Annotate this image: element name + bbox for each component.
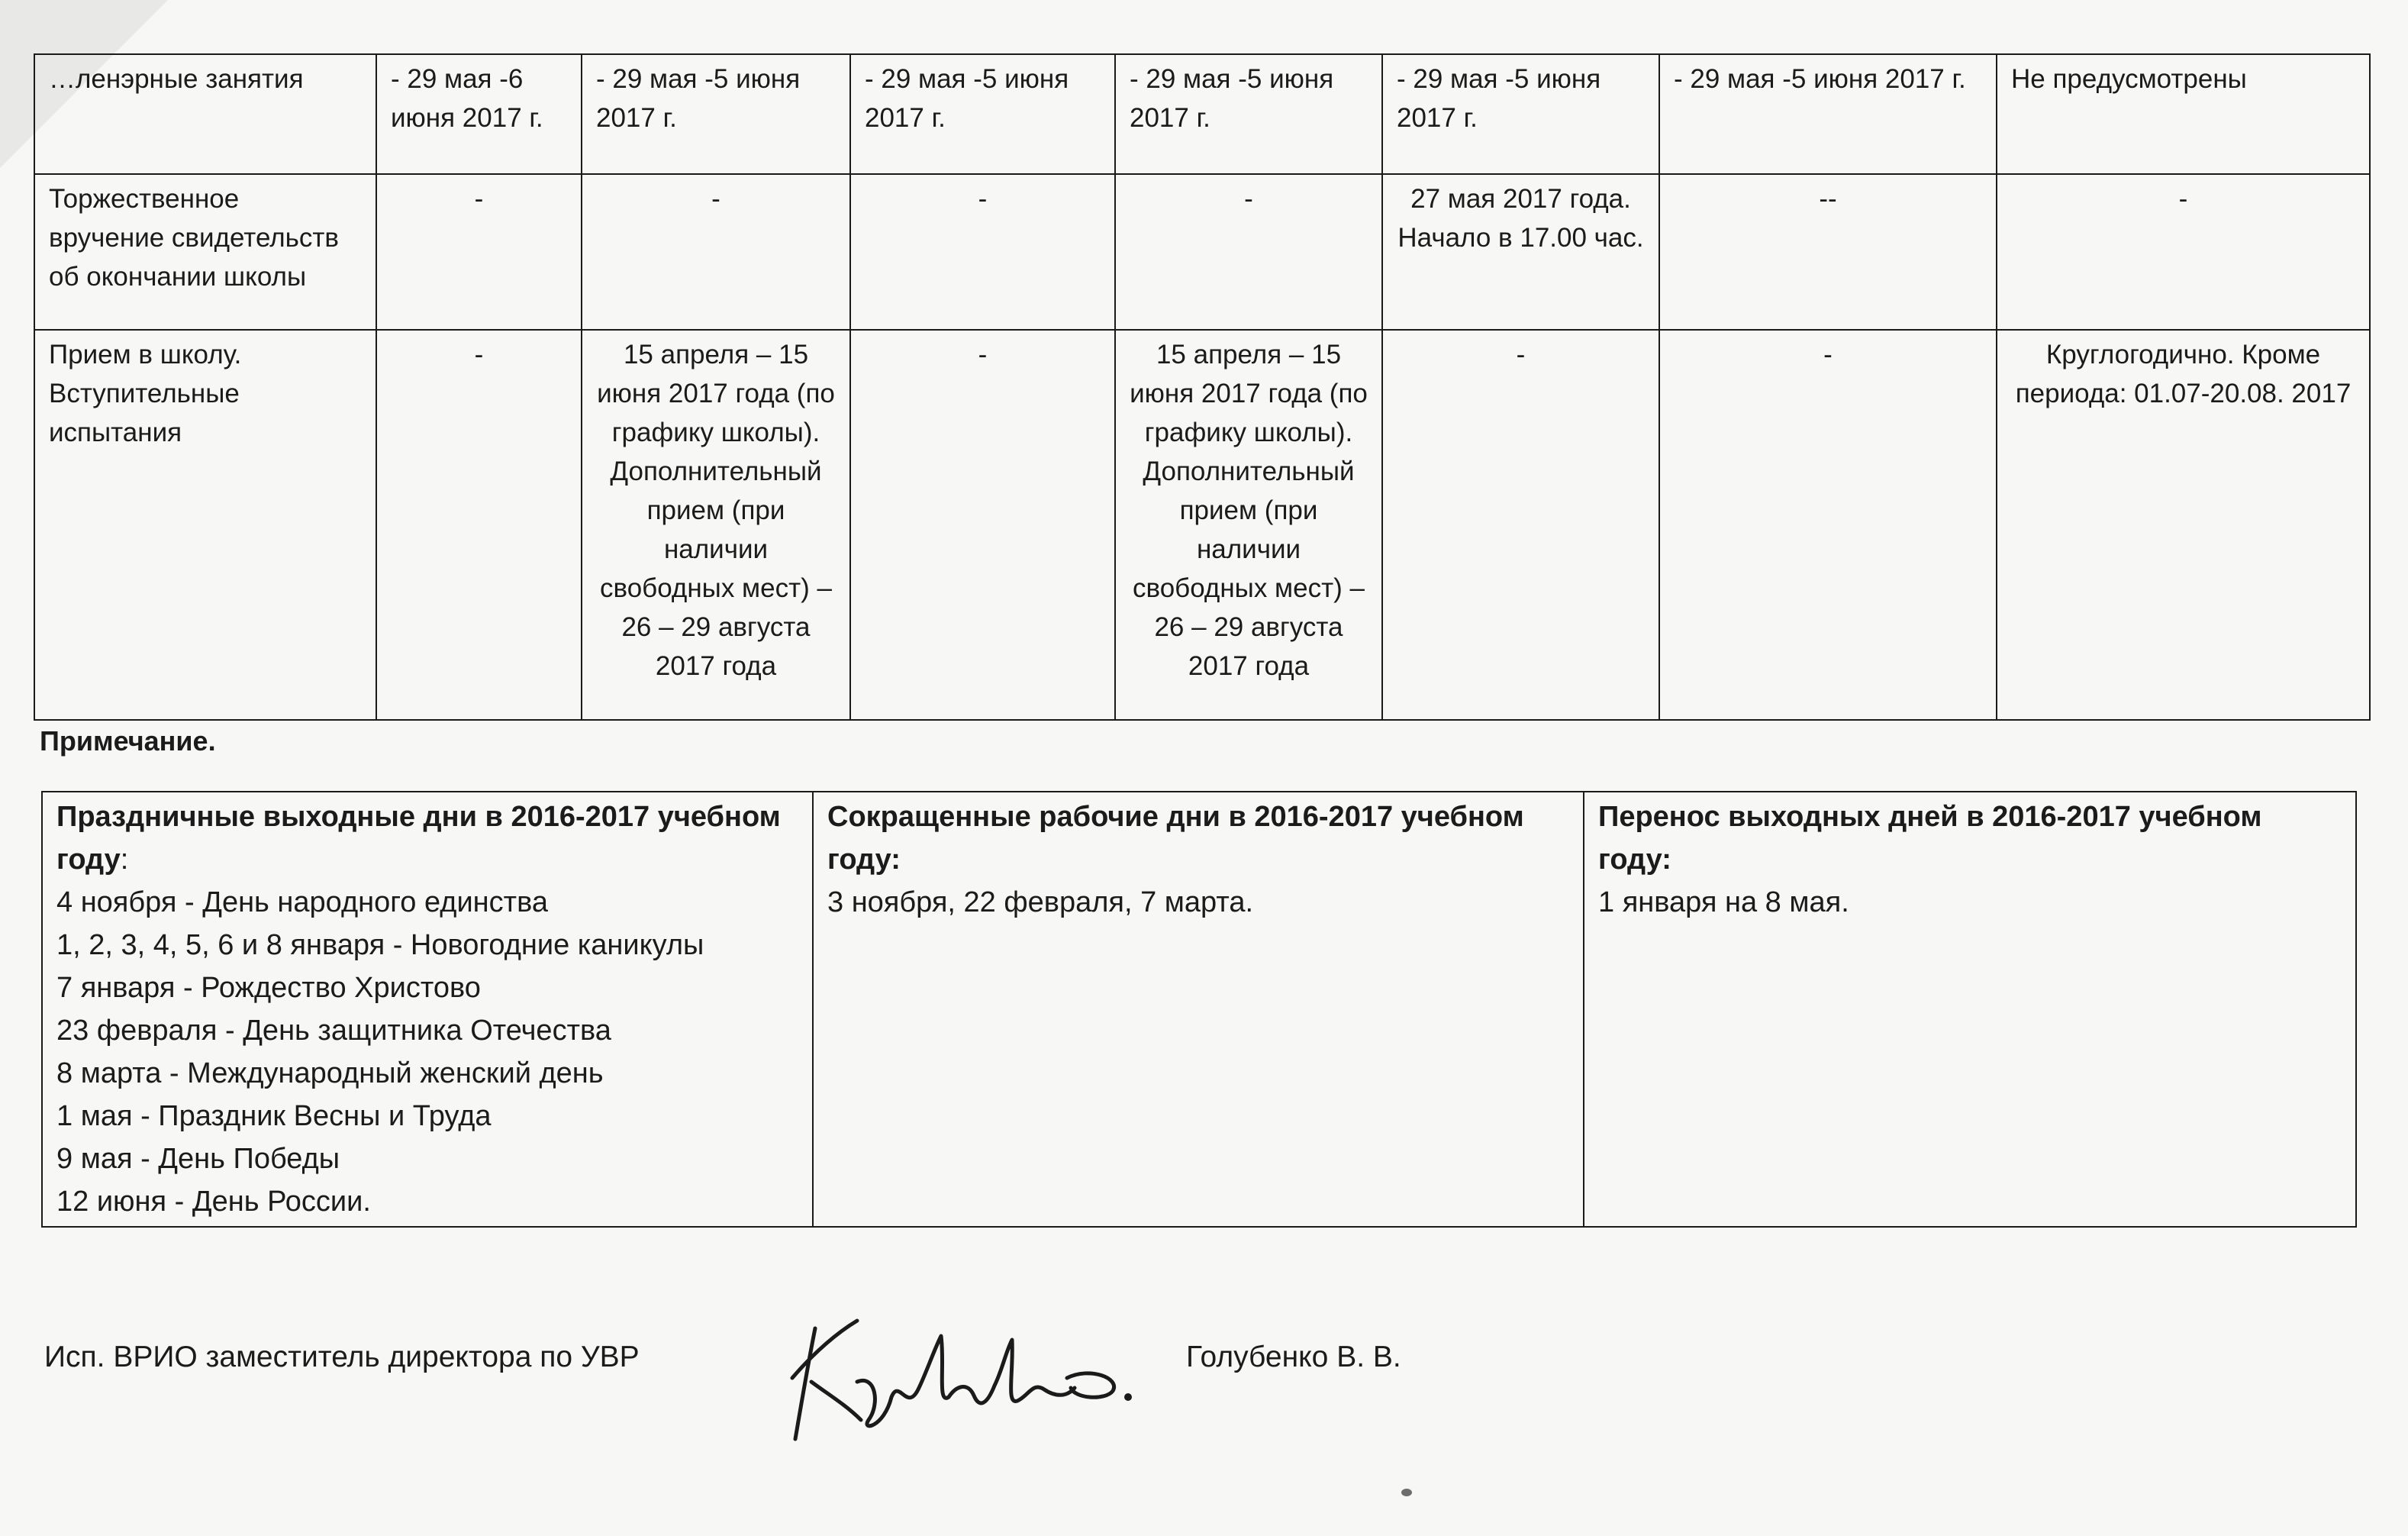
short-days-cell (813, 792, 1584, 1227)
table-cell: - (850, 330, 1115, 720)
transfer-days-title: Перенос выходных дней в 2016-2017 учебном году: (1598, 801, 2262, 876)
table-row (34, 54, 2370, 174)
ink-speck (1401, 1489, 1412, 1496)
table-cell: - (1997, 174, 2370, 330)
table-cell: - 29 мая -5 июня 2017 г. (1659, 54, 1997, 174)
table-cell: Торжественное вручение свидетельств об окончании школы (34, 174, 376, 330)
table-cell: Не предусмотрены (1997, 54, 2370, 174)
short-days-title: Сокращенные рабочие дни в 2016-2017 учебном году: (827, 801, 1524, 876)
holidays-table (41, 791, 2357, 1228)
table-row (34, 330, 2370, 720)
table-cell: - 29 мая -5 июня 2017 г. (582, 54, 850, 174)
transfer-days-text: 1 января на 8 мая. (1598, 886, 1849, 918)
handwritten-signature (785, 1305, 1151, 1450)
list-item: 1, 2, 3, 4, 5, 6 и 8 января - Новогодние каникулы (56, 929, 704, 961)
table-row (42, 792, 2356, 1227)
table-cell: 27 мая 2017 года. Начало в 17.00 час. (1382, 174, 1659, 330)
table-cell: -- (1659, 174, 1997, 330)
table-cell: 15 апреля – 15 июня 2017 года (по графику школы). Дополнительный прием (при наличии свободных мест) – 26 – 29 августа 2017 года (1115, 330, 1382, 720)
list-item: 9 мая - День Победы (56, 1143, 340, 1175)
signatory-name: Голубенко В. В. (1186, 1341, 1401, 1373)
transfer-days-cell (1584, 792, 2356, 1227)
table-cell: - 29 мая -5 июня 2017 г. (1115, 54, 1382, 174)
table-cell: 15 апреля – 15 июня 2017 года (по графику школы). Дополнительный прием (при наличии свободных мест) – 26 – 29 августа 2017 года (582, 330, 850, 720)
list-item: 7 января - Рождество Христово (56, 972, 481, 1004)
list-item: 12 июня - День России. (56, 1186, 371, 1218)
table-cell: - (1382, 330, 1659, 720)
table-cell: - (376, 330, 582, 720)
table-cell: - (582, 174, 850, 330)
table-cell: - 29 мая -6 июня 2017 г. (376, 54, 582, 174)
table-cell: …ленэрные занятия (34, 54, 376, 174)
table-cell: - (850, 174, 1115, 330)
table-cell: - 29 мая -5 июня 2017 г. (850, 54, 1115, 174)
schedule-table (34, 53, 2371, 721)
note-label: Примечание. (40, 725, 216, 757)
list-item: 8 марта - Международный женский день (56, 1057, 604, 1089)
table-row (34, 174, 2370, 330)
holidays-title: Праздничные выходные дни в 2016-2017 учебном году: (56, 801, 781, 876)
short-days-text: 3 ноября, 22 февраля, 7 марта. (827, 886, 1254, 918)
table-cell: - 29 мая -5 июня 2017 г. (1382, 54, 1659, 174)
table-cell: - (1659, 330, 1997, 720)
table-cell: - (376, 174, 582, 330)
table-cell: - (1115, 174, 1382, 330)
list-item: 23 февраля - День защитника Отечества (56, 1015, 611, 1047)
list-item: 4 ноября - День народного единства (56, 886, 548, 918)
list-item: 1 мая - Праздник Весны и Труда (56, 1100, 492, 1132)
holidays-cell (42, 792, 813, 1227)
table-cell: Прием в школу. Вступительные испытания (34, 330, 376, 720)
signatory-role: Исп. ВРИО заместитель директора по УВР (44, 1341, 640, 1373)
table-cell: Круглогодично. Кроме периода: 01.07-20.08. 2017 (1997, 330, 2370, 720)
